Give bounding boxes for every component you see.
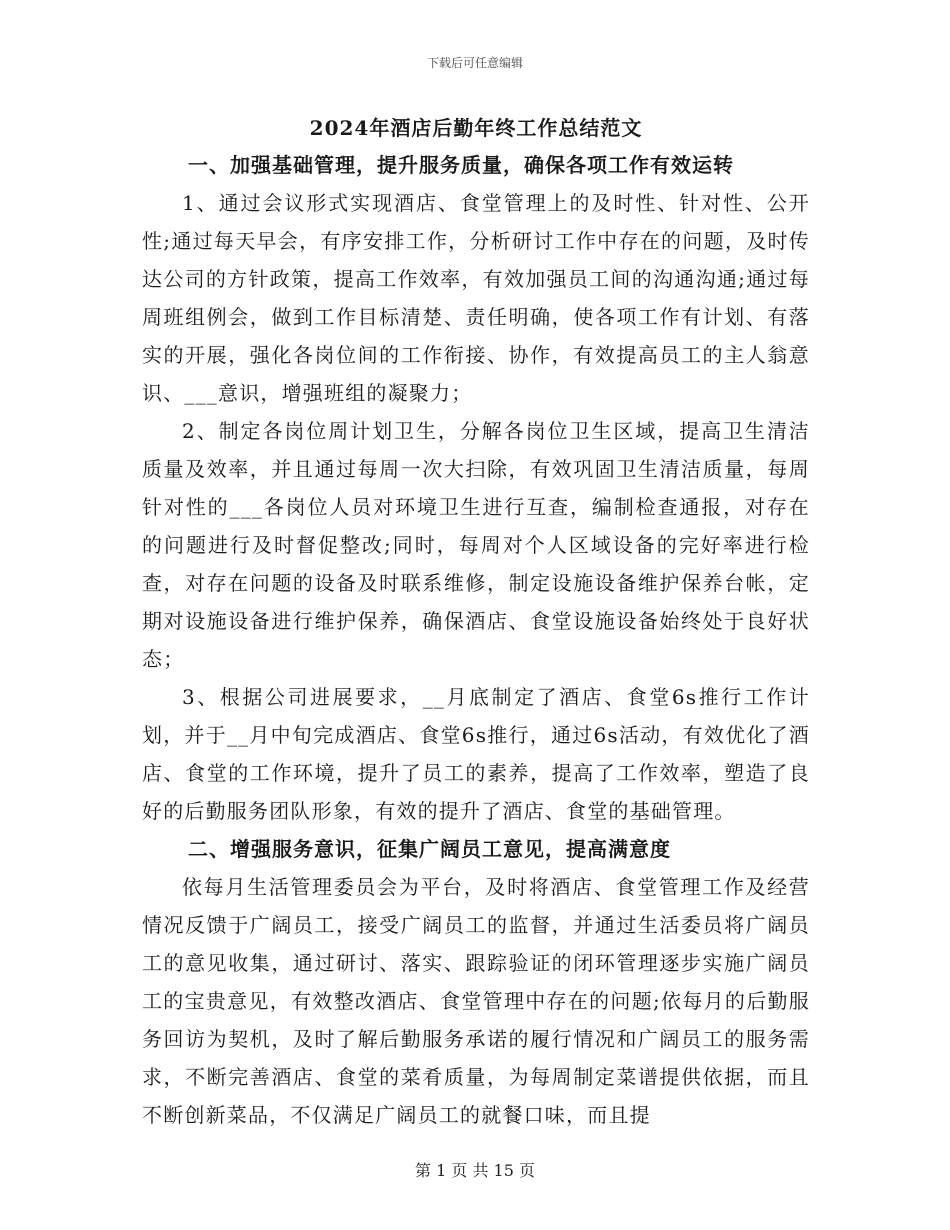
document-title: 2024年酒店后勤年终工作总结范文 (309, 116, 643, 140)
section1-paragraph-2: 2、制定各岗位周计划卫生，分解各岗位卫生区域，提高卫生清洁质量及效率，并且通过每周一次大扫除，有效巩固卫生清洁质量，每周针对性的___各岗位人员对环境卫生进行互查，编制检查通报，对存在的问题进行及时督促整改;同时，每周对个人区域设备的完好率进行检查，对存在问题的设备及时联系维修，制定设施设备维护保养台帐，定期对设施设备进行维护保养，确保酒店、食堂设施设备始终处于良好状态； (142, 419, 810, 671)
section2-heading: 二、增强服务意识，征集广阔员工意见，提高满意度 (188, 837, 671, 861)
section1-heading: 一、加强基础管理，提升服务质量，确保各项工作有效运转 (188, 153, 734, 177)
page-footer: 第 1 页 共 15 页 (415, 1161, 535, 1180)
document-body (142, 112, 810, 1134)
section1-paragraph-1: 1、通过会议形式实现酒店、食堂管理上的及时性、针对性、公开性;通过每天早会，有序安排工作，分析研讨工作中存在的问题，及时传达公司的方针政策，提高工作效率，有效加强员工间的沟通沟通;通过每周班组例会，做到工作目标清楚、责任明确，使各项工作有计划、有落实的开展，强化各岗位间的工作衔接、协作，有效提高员工的主人翁意识、___意识，增强班组的凝聚力； (142, 191, 810, 405)
section2-paragraph-1: 依每月生活管理委员会为平台，及时将酒店、食堂管理工作及经营情况反馈于广阔员工，接受广阔员工的监督，并通过生活委员将广阔员工的意见收集，通过研讨、落实、跟踪验证的闭环管理逐步实施广阔员工的宝贵意见，有效整改酒店、食堂管理中存在的问题;依每月的后勤服务回访为契机，及时了解后勤服务承诺的履行情况和广阔员工的服务需求，不断完善酒店、食堂的菜肴质量，为每周制定菜谱提供依据，而且不断创新菜品，不仅满足广阔员工的就餐口味，而且提 (142, 875, 810, 1127)
section1-paragraph-3: 3、根据公司进展要求，__月底制定了酒店、食堂6s推行工作计划，并于__月中旬完成酒店、食堂6s推行，通过6s活动，有效优化了酒店、食堂的工作环境，提升了员工的素养，提高了工作效率，塑造了良好的后勤服务团队形象，有效的提升了酒店、食堂的基础管理。 (142, 685, 810, 823)
header-note: 下载后可任意编辑 (426, 56, 523, 70)
